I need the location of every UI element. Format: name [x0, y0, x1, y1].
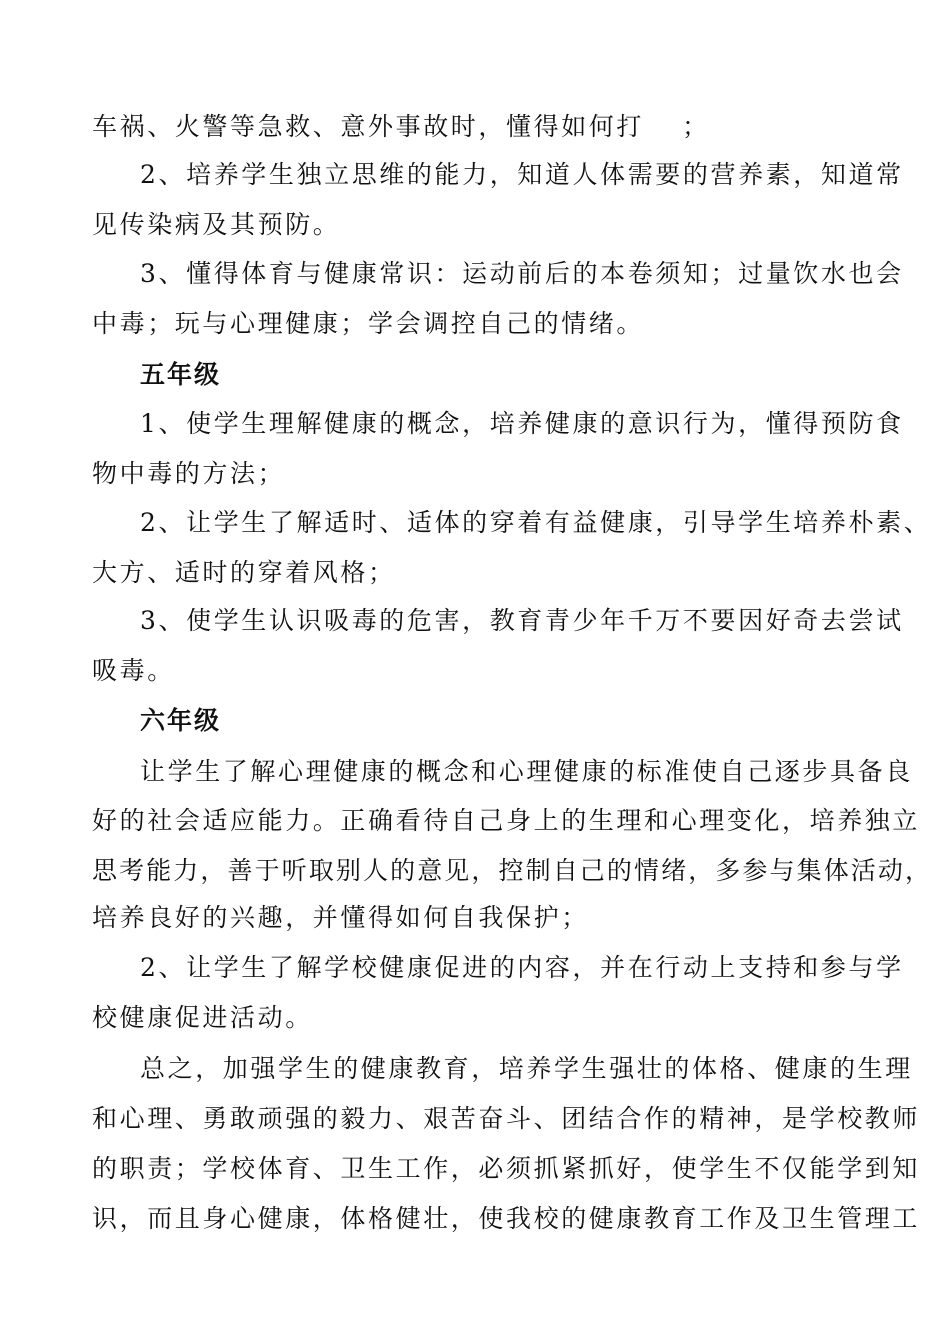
text-line: 2、让学生了解学校健康促进的内容，并在行动上支持和参与学 [140, 953, 904, 982]
text-line: 总之，加强学生的健康教育，培养学生强壮的体格、健康的生理 [140, 1054, 913, 1083]
text-line: 3、使学生认识吸毒的危害，教育青少年千万不要因好奇去尝试 [140, 606, 904, 635]
text-line: 吸毒。 [92, 656, 175, 685]
section-heading-grade-6: 六年级 [140, 706, 222, 735]
text-line: 识，而且身心健康，体格健壮，使我校的健康教育工作及卫生管理工 [92, 1204, 921, 1233]
text-line: 和心理、勇敢顽强的毅力、艰苦奋斗、团结合作的精神，是学校教师 [92, 1104, 921, 1133]
section-heading-grade-5: 五年级 [140, 360, 222, 389]
text-line: 培养良好的兴趣，并懂得如何自我保护； [92, 903, 589, 932]
text-line: 让学生了解心理健康的概念和心理健康的标准使自己逐步具备良 [140, 757, 913, 786]
text-line: 中毒；玩与心理健康；学会调控自己的情绪。 [92, 309, 645, 338]
text-line: 大方、适时的穿着风格； [92, 558, 396, 587]
text-line: 物中毒的方法； [92, 459, 286, 488]
text-line: 1、使学生理解健康的概念，培养健康的意识行为，懂得预防食 [140, 409, 904, 438]
text-line: 3、懂得体育与健康常识：运动前后的本卷须知；过量饮水也会 [140, 259, 904, 288]
text-line: 车祸、火警等急救、意外事故时，懂得如何打 ； [92, 112, 710, 141]
text-line: 2、让学生了解适时、适体的穿着有益健康，引导学生培养朴素、 [140, 508, 932, 537]
text-line: 思考能力，善于听取别人的意见，控制自己的情绪，多参与集体活动， [92, 856, 933, 885]
text-line: 的职责；学校体育、卫生工作，必须抓紧抓好，使学生不仅能学到知 [92, 1154, 921, 1183]
text-line: 见传染病及其预防。 [92, 210, 341, 239]
text-line: 2、培养学生独立思维的能力，知道人体需要的营养素，知道常 [140, 160, 904, 189]
text-line: 好的社会适应能力。正确看待自己身上的生理和心理变化，培养独立 [92, 806, 921, 835]
text-line: 校健康促进活动。 [92, 1003, 313, 1032]
